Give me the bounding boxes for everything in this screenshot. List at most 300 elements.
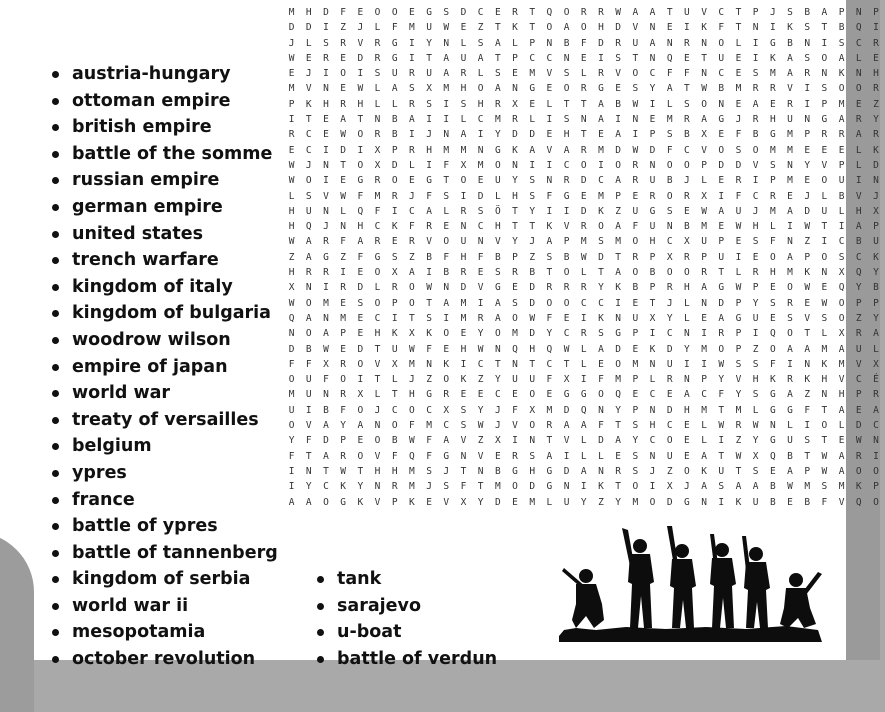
grid-letter: D — [598, 37, 604, 49]
grid-letter: N — [494, 343, 501, 355]
grid-letter: B — [804, 496, 811, 508]
grid-letter: X — [838, 267, 845, 279]
grid-letter: P — [752, 282, 759, 294]
grid-letter: E — [718, 175, 725, 187]
grid-letter: E — [460, 328, 467, 340]
word-label: empire of japan — [72, 356, 228, 377]
grid-letter: D — [804, 205, 811, 217]
grid-letter: E — [769, 312, 776, 324]
grid-letter: B — [563, 37, 570, 49]
grid-letter: C — [323, 481, 329, 493]
grid-letter: O — [598, 221, 604, 233]
grid-letter: F — [546, 374, 553, 386]
grid-letter: V — [563, 221, 570, 233]
grid-letter: L — [855, 159, 862, 171]
grid-letter: K — [615, 282, 622, 294]
grid-letter: O — [409, 282, 415, 294]
bullet-icon — [317, 576, 324, 583]
grid-letter: K — [804, 267, 811, 279]
grid-letter: U — [855, 343, 862, 355]
grid-letter: O — [838, 312, 845, 324]
grid-letter: L — [374, 98, 381, 110]
grid-letter: U — [718, 251, 725, 263]
grid-letter: S — [563, 68, 570, 80]
grid-letter: K — [701, 22, 707, 34]
grid-letter: Y — [615, 404, 622, 416]
grid-letter: L — [580, 435, 587, 447]
grid-letter: O — [563, 83, 570, 95]
grid-letter: W — [288, 297, 295, 309]
grid-letter: C — [477, 221, 484, 233]
grid-letter: F — [323, 374, 329, 386]
grid-letter: A — [494, 83, 501, 95]
grid-letter: Z — [666, 465, 673, 477]
grid-letter: O — [632, 236, 639, 248]
grid-letter: O — [666, 435, 673, 447]
grid-letter: Q — [855, 22, 862, 34]
grid-letter: O — [684, 159, 690, 171]
grid-letter: C — [305, 129, 312, 141]
grid-letter: X — [649, 312, 656, 324]
grid-letter: A — [787, 52, 793, 64]
grid-letter: H — [391, 465, 398, 477]
grid-letter: S — [443, 190, 450, 202]
grid-letter: F — [666, 144, 673, 156]
grid-letter: U — [684, 7, 690, 18]
grid-letter: A — [735, 481, 742, 493]
grid-letter: T — [305, 450, 312, 462]
grid-letter: O — [546, 297, 553, 309]
grid-letter: V — [477, 450, 484, 462]
grid-letter: O — [563, 267, 570, 279]
grid-letter: N — [323, 312, 329, 324]
grid-letter: A — [649, 7, 656, 18]
grid-letter: E — [804, 144, 811, 156]
grid-letter: F — [305, 435, 312, 447]
grid-letter: M — [787, 267, 793, 279]
grid-letter: F — [477, 251, 484, 263]
grid-letter: A — [494, 312, 501, 324]
grid-letter: L — [787, 420, 793, 432]
grid-letter: L — [305, 37, 312, 49]
grid-letter: F — [409, 221, 415, 233]
grid-letter: P — [804, 129, 811, 141]
word-label: trench warfare — [72, 250, 219, 271]
grid-letter: O — [838, 297, 845, 309]
grid-letter: B — [787, 37, 793, 49]
grid-letter: R — [752, 267, 759, 279]
grid-letter: W — [409, 435, 415, 447]
grid-letter: L — [580, 343, 587, 355]
grid-letter: I — [804, 98, 811, 110]
grid-letter: F — [288, 358, 295, 370]
grid-letter: O — [649, 496, 656, 508]
bullet-icon — [52, 124, 59, 131]
grid-letter: I — [649, 328, 656, 340]
grid-letter: L — [529, 114, 536, 126]
grid-letter: R — [340, 450, 347, 462]
grid-letter: J — [305, 159, 312, 171]
grid-letter: O — [855, 465, 862, 477]
grid-letter: E — [288, 68, 295, 80]
grid-letter: D — [529, 297, 536, 309]
grid-letter: F — [718, 389, 725, 401]
grid-letter: L — [580, 68, 587, 80]
grid-letter: N — [288, 328, 295, 340]
grid-letter: M — [787, 144, 793, 156]
grid-letter: M — [529, 496, 536, 508]
grid-letter: U — [563, 496, 570, 508]
word-label: belgium — [72, 436, 152, 457]
grid-letter: H — [460, 251, 467, 263]
grid-letter: C — [701, 389, 707, 401]
grid-letter: G — [787, 404, 793, 416]
grid-letter: F — [340, 236, 347, 248]
grid-row — [283, 476, 885, 491]
grid-letter: D — [391, 159, 398, 171]
grid-letter: O — [529, 420, 536, 432]
grid-letter: R — [684, 37, 690, 49]
grid-letter: Y — [684, 343, 690, 355]
grid-letter: U — [426, 68, 432, 80]
grid-letter: R — [374, 52, 381, 64]
grid-letter: D — [529, 129, 536, 141]
grid-letter: H — [460, 83, 467, 95]
grid-row — [283, 186, 885, 201]
grid-letter: N — [787, 159, 793, 171]
grid-row — [283, 415, 885, 430]
grid-letter: L — [821, 190, 828, 202]
grid-letter: U — [735, 205, 742, 217]
grid-letter: N — [546, 175, 553, 187]
grid-letter: U — [426, 22, 432, 34]
grid-letter: X — [391, 267, 398, 279]
grid-letter: A — [443, 68, 450, 80]
grid-letter: L — [546, 496, 553, 508]
word-label: ottoman empire — [72, 90, 231, 111]
grid-letter: P — [855, 389, 862, 401]
grid-letter: O — [529, 389, 536, 401]
grid-letter: W — [443, 22, 450, 34]
grid-letter: L — [873, 343, 879, 355]
grid-letter: H — [529, 343, 536, 355]
grid-letter: X — [374, 144, 381, 156]
grid-letter: I — [838, 221, 845, 233]
grid-letter: T — [374, 374, 381, 386]
grid-letter: R — [598, 68, 604, 80]
grid-letter: I — [443, 98, 450, 110]
grid-letter: H — [409, 389, 415, 401]
grid-letter: K — [512, 144, 518, 156]
grid-letter: T — [598, 267, 604, 279]
grid-letter: A — [443, 435, 450, 447]
grid-letter: L — [701, 420, 707, 432]
grid-letter: U — [632, 205, 639, 217]
grid-letter: I — [546, 205, 553, 217]
grid-letter: E — [632, 343, 639, 355]
grid-letter: E — [460, 22, 467, 34]
grid-letter: T — [649, 297, 656, 309]
grid-letter: Y — [873, 267, 879, 279]
grid-letter: R — [649, 190, 656, 202]
grid-letter: V — [855, 190, 862, 202]
grid-letter: E — [838, 144, 845, 156]
grid-letter: R — [735, 175, 742, 187]
grid-letter: F — [546, 190, 553, 202]
grid-letter: V — [323, 190, 329, 202]
grid-letter: H — [769, 114, 776, 126]
grid-letter: M — [374, 190, 381, 202]
grid-letter: I — [563, 450, 570, 462]
grid-letter: F — [718, 22, 725, 34]
grid-letter: A — [357, 236, 364, 248]
grid-letter: V — [374, 450, 381, 462]
grid-letter: K — [409, 496, 415, 508]
grid-row — [283, 461, 885, 476]
grid-letter: C — [546, 358, 553, 370]
grid-letter: I — [391, 312, 398, 324]
word-list-item — [317, 646, 497, 673]
grid-letter: G — [615, 328, 622, 340]
grid-letter: S — [769, 297, 776, 309]
grid-letter: U — [718, 465, 725, 477]
grid-letter: A — [787, 251, 793, 263]
grid-letter: U — [288, 404, 295, 416]
word-list-item — [52, 88, 278, 115]
grid-letter: S — [460, 98, 467, 110]
grid-letter: C — [666, 236, 673, 248]
bullet-icon — [52, 443, 59, 450]
grid-letter: M — [443, 144, 450, 156]
grid-letter: O — [684, 465, 690, 477]
grid-letter: M — [477, 159, 484, 171]
grid-letter: U — [460, 52, 467, 64]
grid-letter: S — [305, 190, 312, 202]
grid-letter: K — [460, 374, 467, 386]
grid-letter: O — [632, 481, 639, 493]
grid-letter: O — [443, 374, 450, 386]
grid-letter: E — [357, 267, 364, 279]
grid-letter: Y — [632, 435, 639, 447]
grid-row — [283, 369, 885, 384]
grid-row — [283, 109, 885, 124]
grid-letter: W — [409, 343, 415, 355]
grid-letter: O — [546, 22, 553, 34]
word-list-item — [52, 513, 278, 540]
grid-letter: O — [632, 267, 639, 279]
grid-letter: G — [529, 83, 536, 95]
bullet-icon — [52, 71, 59, 78]
grid-letter: N — [443, 37, 450, 49]
grid-letter: I — [701, 358, 707, 370]
grid-letter: K — [443, 358, 450, 370]
grid-letter: A — [563, 22, 570, 34]
bullet-icon — [52, 337, 59, 344]
grid-letter: O — [305, 297, 312, 309]
grid-letter: R — [873, 129, 879, 141]
grid-letter: I — [821, 236, 828, 248]
grid-letter: R — [340, 358, 347, 370]
grid-letter: A — [615, 267, 622, 279]
grid-row — [283, 48, 885, 63]
grid-letter: S — [752, 236, 759, 248]
grid-letter: G — [684, 496, 690, 508]
grid-letter: Z — [477, 374, 484, 386]
grid-letter: Q — [512, 343, 518, 355]
grid-letter: I — [684, 358, 690, 370]
grid-letter: X — [666, 251, 673, 263]
word-list-item — [52, 274, 278, 301]
grid-letter: A — [477, 52, 484, 64]
grid-letter: C — [855, 37, 862, 49]
grid-letter: E — [804, 297, 811, 309]
grid-letter: R — [873, 83, 879, 95]
grid-letter: O — [821, 52, 828, 64]
grid-letter: A — [873, 404, 879, 416]
grid-row — [283, 446, 885, 461]
grid-letter: C — [649, 68, 656, 80]
grid-letter: R — [391, 190, 398, 202]
grid-letter: E — [769, 465, 776, 477]
word-list-item — [52, 593, 278, 620]
grid-letter: Q — [855, 267, 862, 279]
grid-letter: T — [426, 52, 432, 64]
grid-row — [283, 78, 885, 93]
grid-letter: Q — [546, 343, 553, 355]
grid-letter: L — [580, 267, 587, 279]
grid-letter: N — [684, 328, 690, 340]
grid-letter: R — [718, 328, 725, 340]
grid-letter: I — [855, 175, 862, 187]
grid-letter: I — [477, 297, 484, 309]
grid-letter: P — [649, 282, 656, 294]
grid-letter: O — [391, 175, 398, 187]
grid-letter: X — [752, 450, 759, 462]
grid-row — [283, 384, 885, 399]
grid-letter: A — [701, 114, 707, 126]
grid-letter: S — [838, 37, 845, 49]
grid-row — [283, 94, 885, 109]
grid-letter: A — [838, 450, 845, 462]
grid-letter: M — [409, 358, 415, 370]
grid-letter: I — [512, 435, 518, 447]
grid-letter: L — [769, 221, 776, 233]
word-list-item — [52, 646, 278, 673]
grid-letter: W — [701, 205, 707, 217]
grid-letter: M — [529, 68, 536, 80]
grid-letter: M — [288, 389, 295, 401]
grid-letter: E — [546, 389, 553, 401]
grid-letter: L — [460, 37, 467, 49]
word-list-item — [52, 221, 278, 248]
grid-letter: P — [563, 236, 570, 248]
grid-letter: O — [357, 159, 364, 171]
grid-letter: A — [701, 450, 707, 462]
grid-letter: O — [684, 267, 690, 279]
word-label: france — [72, 489, 135, 510]
grid-letter: S — [426, 465, 432, 477]
grid-letter: D — [855, 420, 862, 432]
grid-letter: R — [546, 420, 553, 432]
grid-letter: D — [598, 435, 604, 447]
grid-letter: E — [357, 312, 364, 324]
grid-letter: A — [821, 7, 828, 18]
grid-letter: S — [598, 236, 604, 248]
grid-letter: A — [684, 389, 690, 401]
grid-letter: R — [701, 267, 707, 279]
grid-letter: C — [374, 312, 381, 324]
grid-letter: S — [460, 404, 467, 416]
grid-letter: A — [580, 465, 587, 477]
grid-letter: T — [494, 52, 501, 64]
bullet-icon — [52, 177, 59, 184]
grid-letter: E — [787, 190, 793, 202]
grid-letter: E — [873, 52, 879, 64]
grid-letter: J — [735, 114, 742, 126]
grid-letter: S — [357, 297, 364, 309]
grid-letter: W — [357, 83, 364, 95]
grid-letter: Z — [529, 251, 536, 263]
grid-letter: Y — [546, 328, 553, 340]
grid-letter: O — [409, 297, 415, 309]
grid-letter: T — [718, 450, 725, 462]
grid-letter: B — [718, 83, 725, 95]
grid-letter: Q — [288, 312, 295, 324]
grid-letter: S — [615, 52, 622, 64]
grid-letter: X — [701, 129, 707, 141]
grid-letter: L — [649, 374, 656, 386]
word-search-grid — [283, 2, 885, 507]
grid-letter: T — [804, 450, 811, 462]
grid-letter: O — [666, 190, 673, 202]
grid-letter: I — [426, 267, 432, 279]
grid-letter: W — [288, 52, 295, 64]
grid-letter: N — [323, 389, 329, 401]
grid-letter: R — [374, 236, 381, 248]
grid-letter: Z — [340, 251, 347, 263]
grid-letter: D — [735, 159, 742, 171]
grid-letter: U — [649, 221, 656, 233]
grid-letter: R — [580, 144, 587, 156]
grid-letter: W — [563, 343, 570, 355]
grid-letter: J — [374, 404, 381, 416]
grid-letter: E — [546, 83, 553, 95]
word-list-item — [52, 433, 278, 460]
grid-letter: M — [443, 83, 450, 95]
grid-letter: V — [374, 358, 381, 370]
grid-letter: L — [701, 175, 707, 187]
grid-letter: T — [426, 297, 432, 309]
grid-letter: F — [426, 190, 432, 202]
grid-letter: P — [752, 7, 759, 18]
grid-letter: U — [873, 236, 879, 248]
grid-letter: V — [305, 420, 312, 432]
grid-letter: P — [769, 175, 776, 187]
grid-letter: Z — [735, 435, 742, 447]
grid-letter: O — [718, 37, 725, 49]
grid-letter: N — [512, 159, 518, 171]
grid-letter: F — [632, 221, 639, 233]
grid-letter: R — [409, 236, 415, 248]
grid-letter: L — [735, 37, 742, 49]
grid-letter: R — [735, 420, 742, 432]
grid-letter: Y — [512, 236, 518, 248]
grid-letter: X — [563, 374, 570, 386]
grid-letter: I — [357, 68, 364, 80]
grid-letter: A — [323, 450, 329, 462]
grid-letter: L — [512, 37, 518, 49]
grid-letter: U — [838, 175, 845, 187]
